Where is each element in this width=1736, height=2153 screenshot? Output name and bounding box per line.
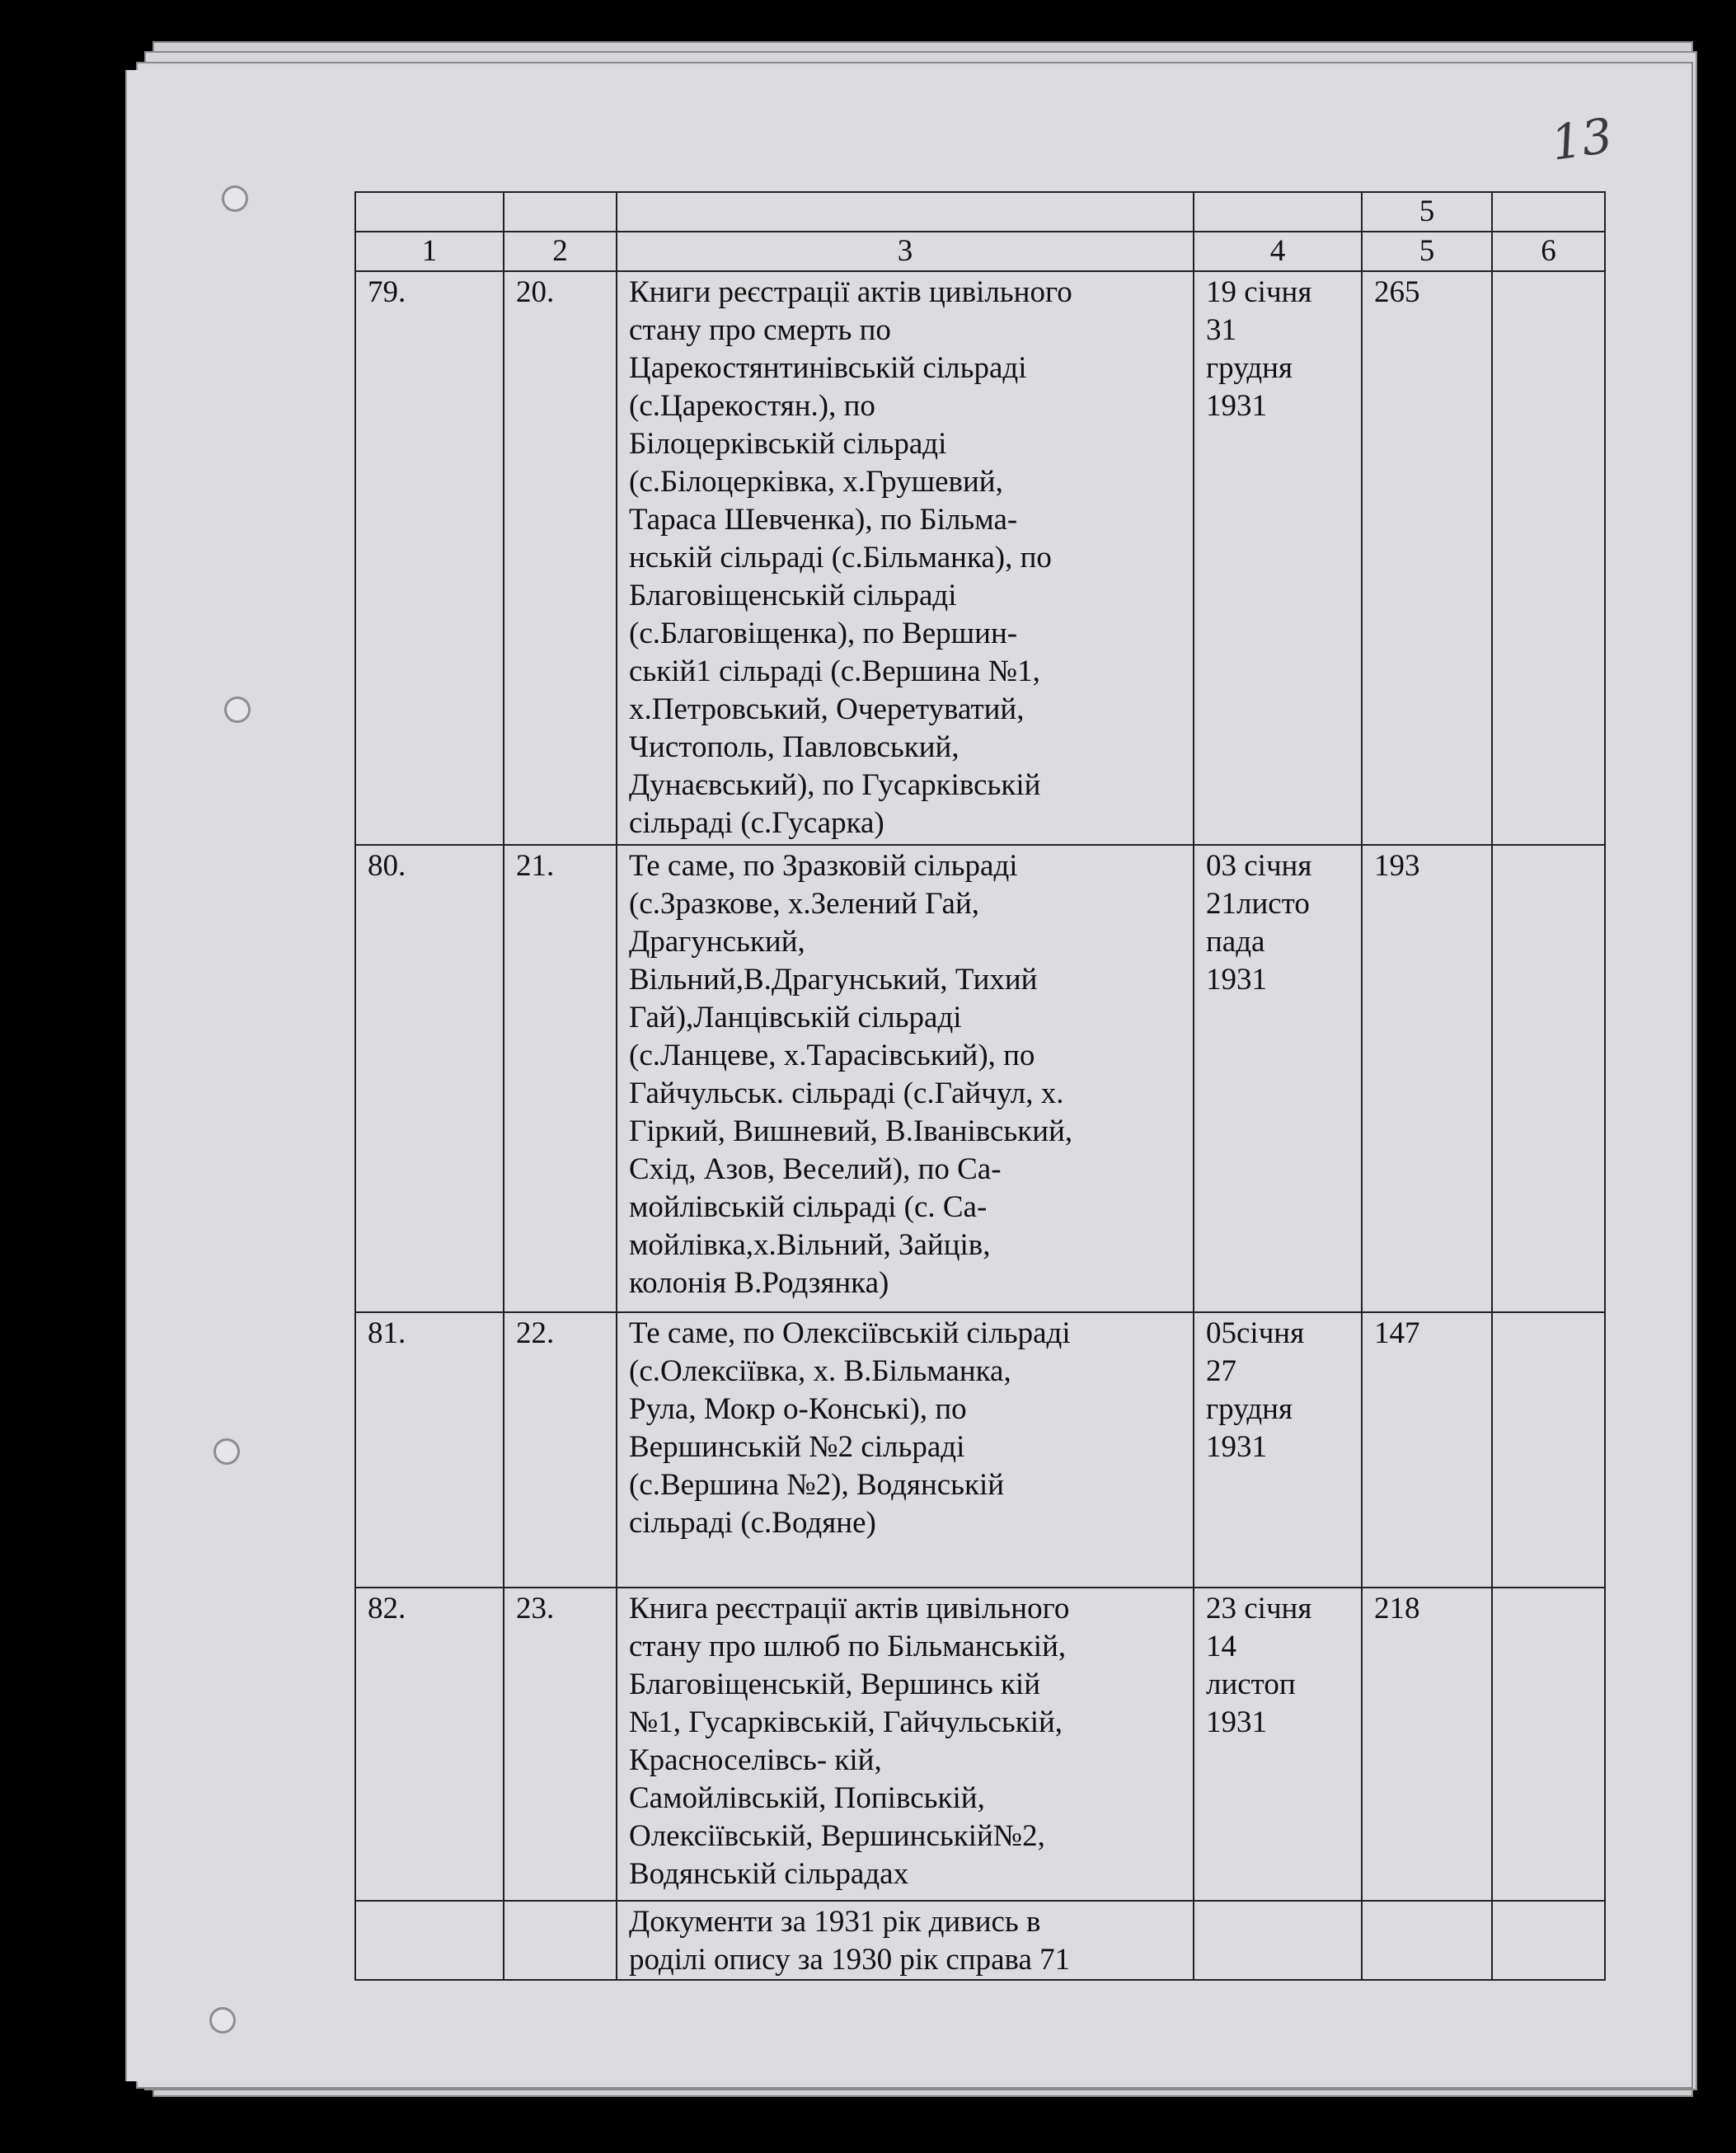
file-number: 22. <box>504 1312 617 1588</box>
item-number: 79. <box>355 271 504 845</box>
column-number-row <box>355 232 1605 271</box>
note-cell <box>1492 1312 1605 1588</box>
file-dates: 19 січня 31 грудня 1931 <box>1194 271 1362 845</box>
table-row <box>355 271 1605 845</box>
punch-hole <box>224 697 251 723</box>
item-number: 82. <box>355 1588 504 1901</box>
file-title: Те саме, по Зразковій сільраді (с.Зразкове, х.Зелений Гай, Драгунський, Вільний,В.Драгунський, Тихий Гай),Ланцівській сільраді (с.Ланцеве, х.Тарасівський), по Гайчульськ. сільраді (с.Гайчул, х. Гіркий, Вишневий, В.Іванівський, Схід, Азов, Веселий), по Са- мойлівській сільраді (с. Са- мойлівка,х.Вільний, Зайців, колонія В.Родзянка) <box>617 845 1194 1312</box>
sheet-count: 147 <box>1362 1312 1492 1588</box>
top-cell <box>617 192 1194 232</box>
table-row <box>355 1588 1605 1901</box>
column-number: 2 <box>504 232 617 271</box>
top-row <box>355 192 1605 232</box>
inventory-table <box>354 191 1606 1981</box>
file-dates: 03 січня 21листо пада 1931 <box>1194 845 1362 1312</box>
sheet-count <box>1362 1901 1492 1980</box>
column-number: 5 <box>1362 232 1492 271</box>
punch-hole <box>213 1438 240 1465</box>
file-number: 20. <box>504 271 617 845</box>
sheet-count: 193 <box>1362 845 1492 1312</box>
file-title: Те саме, по Олексіївській сільраді (с.Олексіївка, х. В.Більманка, Рула, Мокр о-Конські), по Вершинській №2 сільраді (с.Вершина №2), Водянській сільраді (с.Водяне) <box>617 1312 1194 1588</box>
punch-hole <box>209 2007 236 2033</box>
column-number: 4 <box>1194 232 1362 271</box>
note-cell <box>1492 845 1605 1312</box>
file-dates <box>1194 1901 1362 1980</box>
table-row-note <box>355 1901 1605 1980</box>
file-number: 23. <box>504 1588 617 1901</box>
column-number: 6 <box>1492 232 1605 271</box>
top-cell <box>355 192 504 232</box>
file-number: 21. <box>504 845 617 1312</box>
note-cell <box>1492 1588 1605 1901</box>
top-cell <box>1194 192 1362 232</box>
item-number: 81. <box>355 1312 504 1588</box>
note-cell <box>1492 271 1605 845</box>
top-cell: 5 <box>1362 192 1492 232</box>
file-title: Книги реєстрації актів цивільного стану про смерть по Царекостянтинівській сільраді (с.Царекостян.), по Білоцерківській сільраді (с.Білоцерківка, х.Грушевий, Тараса Шевченка), по Більма- нській сільраді (с.Більманка), по Благовіщенській сільраді (с.Благовіщенка), по Вершин- ській1 сільраді (с.Вершина №1, х.Петровський, Очеретуватий, Чистополь, Павловський, Дунаєвський), по Гусарківській сільраді (с.Гусарка) <box>617 271 1194 845</box>
top-cell <box>1492 192 1605 232</box>
sheet-count: 218 <box>1362 1588 1492 1901</box>
note-cell <box>1492 1901 1605 1980</box>
item-number <box>355 1901 504 1980</box>
cross-reference-note: Документи за 1931 рік дивись в роділі опису за 1930 рік справа 71 <box>617 1901 1194 1980</box>
punch-hole <box>222 185 248 212</box>
handwritten-page-number: 13 <box>1547 107 1616 171</box>
column-number: 1 <box>355 232 504 271</box>
file-dates: 23 січня 14 листоп 1931 <box>1194 1588 1362 1901</box>
table-row <box>355 1312 1605 1588</box>
item-number: 80. <box>355 845 504 1312</box>
column-number: 3 <box>617 232 1194 271</box>
top-cell <box>504 192 617 232</box>
file-number <box>504 1901 617 1980</box>
file-dates: 05січня 27 грудня 1931 <box>1194 1312 1362 1588</box>
file-title: Книга реєстрації актів цивільного стану про шлюб по Більманській, Благовіщенській, Вершинсь кій №1, Гусарківській, Гайчульській, Красноселівсь- кій, Самойлівській, Попівській, Олексіївській, Вершинській№2, Водянській сільрадах <box>617 1588 1194 1901</box>
sheet-count: 265 <box>1362 271 1492 845</box>
table-row <box>355 845 1605 1312</box>
